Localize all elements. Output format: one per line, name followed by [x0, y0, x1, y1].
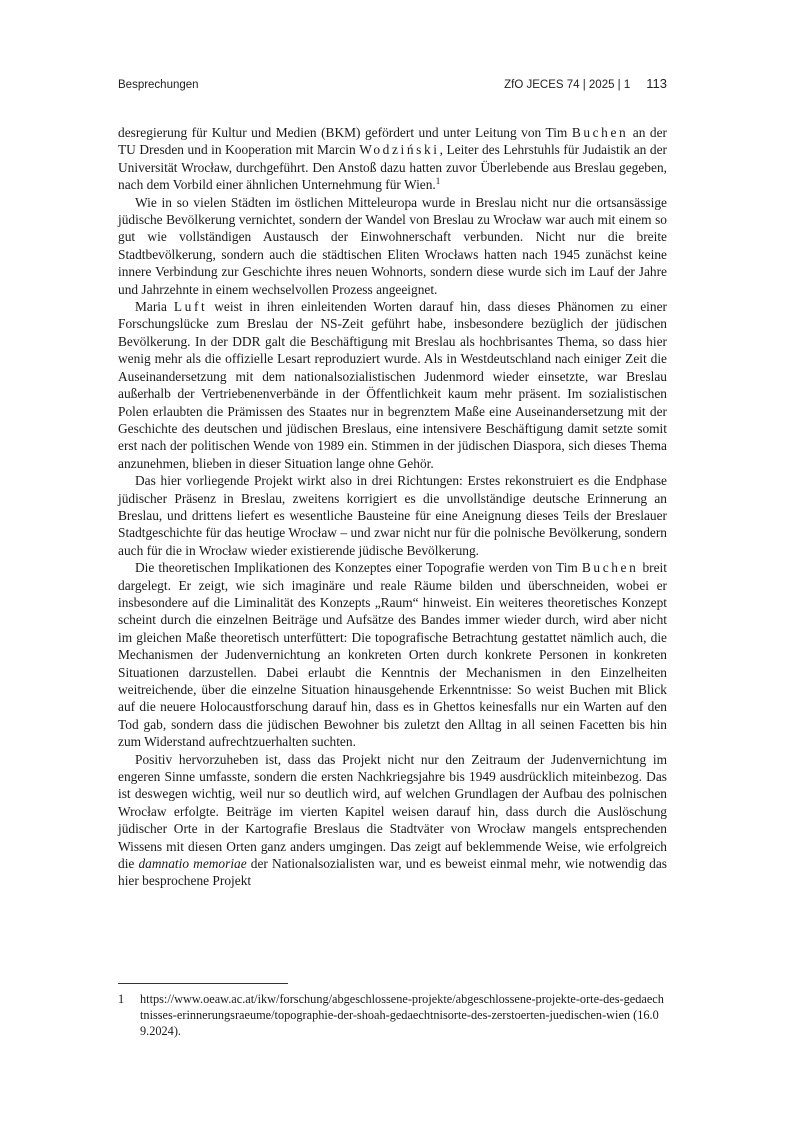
page-number: 113 — [646, 76, 667, 91]
paragraph-5 — [118, 559, 667, 750]
journal-info — [504, 76, 667, 91]
italic-term: damnatio memoriae — [138, 856, 247, 872]
article-body — [118, 124, 667, 890]
footnote-link[interactable]: https://www.oeaw.ac.at/ikw/forschung/abgeschlossene-projekte/abgeschlossene-projekte-orte-des-gedaechtnisses-erinnerungsraeume/topographie-der-shoah-gedaechtnisorte-des-zerstoerten-juedischen-wien (16.09.2024). — [140, 992, 664, 1038]
footnote-divider — [118, 983, 288, 984]
running-header — [118, 76, 667, 91]
footnote-marker[interactable]: 1 — [435, 176, 441, 187]
text-run: der Nationalsozialisten war, und es beweist einmal mehr, wie notwendig das hier besprochene Projekt — [118, 856, 667, 889]
text-run: Maria — [135, 299, 174, 315]
paragraph-4: Das hier vorliegende Projekt wirkt also in drei Richtungen: Erstes rekonstruiert es die Endphase jüdischer Präsenz in Breslau, zweitens korrigiert es die unvollständige deutsche Erinnerung an Breslau, und drittens liefert es wesentliche Bausteine für eine Aneignung dieses Teils der Breslauer Stadtgeschichte für das heutige Wrocław – und zwar nicht nur für die polnische Bevölkerung, sondern auch für die in Wrocław wieder existierende jüdische Bevölkerung. — [118, 473, 667, 558]
text-run: Positiv hervorzuheben ist, dass das Projekt nicht nur den Zeitraum der Judenvernichtung im engeren Sinne umfasste, sondern die ersten Nachkriegsjahre bis 1949 ausdrücklich miteinbezog. Das ist deswegen wichtig, weil nur so deutlich wird, auf welchen Grundlagen der Aufbau des polnischen Wrocław erfolgte. Beiträge im vierten Kapitel weisen darauf hin, dass durch die Auslöschung jüdischer Orte in der Kartografie Breslaus die Stadtväter von Wrocław mangels entsprechenden Wissens mit diesen Orten ganz anders umgingen. Das zeigt auf beklemmende Weise, wie erfolgreich die — [118, 751, 667, 872]
text-run: , Leiter des Lehrstuhls für Judaistik an der Universität Wrocław, durchgeführt. Den Anstoß dazu hatten zuvor Überlebende aus Breslau gegeben, nach dem Vorbild einer ähnlichen Unternehmung für Wien. — [118, 142, 667, 193]
author-name-buchen: Buchen — [571, 125, 629, 140]
text-run: weist in ihren einleitenden Worten darauf hin, dass dieses Phänomen zu einer Forschungslücke zum Breslau der NS-Zeit geführt habe, insbesondere bezüglich der jüdischen Bevölkerung. In der DDR galt die Beschäftigung mit Breslau als hochbrisantes Thema, so dass hier wenig mehr als die offizielle Lesart reproduziert wurde. Als in Westdeutschland nach einiger Zeit die Auseinandersetzung mit dem nationalsozialistischen Judenmord wieder einsetzte, war Breslau außerhalb der Vertriebenenverbände in der Öffentlichkeit kaum mehr präsent. Im sozialistischen Polen erlaubten die Prämissen des Staates nur in begrenztem Maße eine Auseinandersetzung mit der Geschichte des deutschen und jüdischen Breslaus, eine intensivere Beschäftigung damit setzte somit erst nach der politischen Wende von 1989 ein. Stimmen in der jüdischen Diaspora, sich dieses Thema anzunehmen, blieben in dieser Situation lange ohne Gehör. — [118, 299, 667, 471]
author-name-buchen: Buchen — [581, 560, 639, 576]
footnote-number: 1 — [118, 992, 125, 1006]
text-run: an der TU Dresden und in Kooperation mit Marcin — [118, 125, 668, 158]
paragraph-2: Wie in so vielen Städten im östlichen Mitteleuropa wurde in Breslau nicht nur die ortsansässige jüdische Bevölkerung vernichtet, sondern der Wandel von Breslau zu Wrocław war auch mit einem so gut wie vollständigen Austausch der Einwohnerschaft verbunden. Nicht nur die breite Stadtbevölkerung, sondern auch die städtischen Eliten Wrocławs hatten nach 1945 zunächst keine innere Verbindung zur Geschichte ihres neuen Wohnorts, sondern diese wurde sich im Lauf der Jahre und Jahrzehnte in einem wechselvollen Prozess angeeignet. — [118, 194, 667, 297]
paragraph-3 — [118, 298, 667, 472]
footnote — [118, 991, 667, 1039]
paragraph-6 — [118, 751, 667, 890]
text-run: desregierung für Kultur und Medien (BKM) gefördert und unter Leitung von Tim — [118, 125, 572, 140]
author-name-luft: Luft — [173, 299, 208, 315]
author-name-wodzinski: Wodziński — [359, 142, 440, 158]
paragraph-1 — [118, 124, 667, 194]
text-run: breit dargelegt. Er zeigt, wie sich imaginäre und reale Räume bilden und überschneiden, wobei er insbesondere auf die Liminalität des Konzepts „Raum“ hinweist. Ein weiteres theoretisches Konzept scheint durch die einzelnen Beiträge und Aufsätze des Bandes immer wieder durch, wird aber nicht im gleichen Maße theoretisch unterfüttert: Die topografische Betrachtung gestattet nämlich auch, die Mechanismen der Judenvernichtung an konkreten Orten durch konkrete Personen in konkreten Situationen darzustellen. Dabei erlaubt die Kenntnis der Mechanismen in den Einzelheiten weitreichende, über die einzelne Situation hinausgehende Erkenntnisse: So weist Buchen mit Blick auf die neuere Holocaustforschung darauf hin, dass es in Ghettos keinesfalls nur ein Warten auf den Tod gab, sondern dass die jüdischen Bewohner bis zuletzt den Alltag in all seinen Facetten bis hin zum Widerstand aufrechtzuerhalten suchten. — [118, 560, 667, 750]
text-run: Die theoretischen Implikationen des Konzeptes einer Topografie werden von Tim — [135, 560, 582, 576]
journal-citation: ZfO JECES 74 | 2025 | 1 — [504, 79, 631, 91]
section-title: Besprechungen — [118, 79, 199, 91]
